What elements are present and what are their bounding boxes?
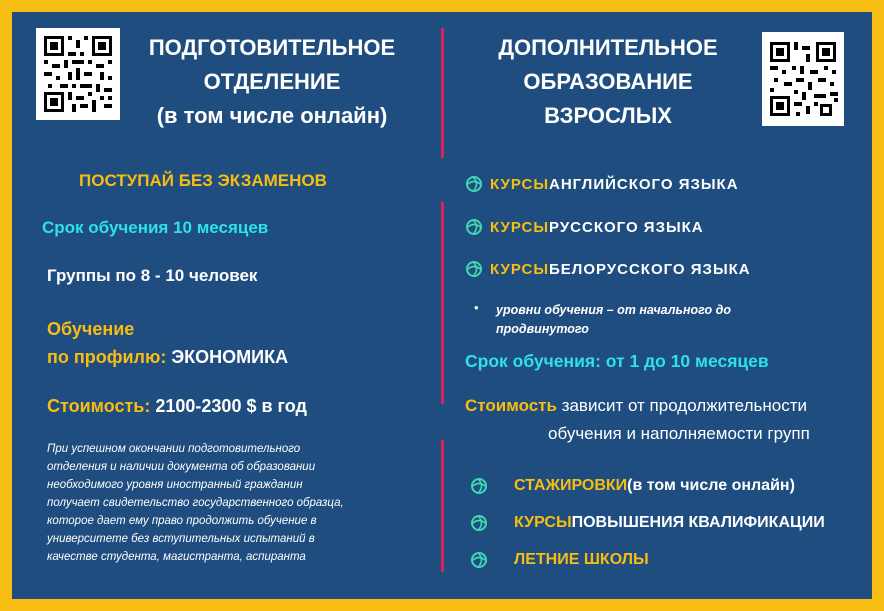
course-item-russian[interactable] [465,218,704,236]
right-duration: Срок обучения: от 1 до 10 месяцев [465,351,769,371]
profile-block [47,315,288,371]
swirl-icon [465,218,483,236]
extra-gold: КУРСЫ [514,514,572,531]
levels-text [496,301,731,339]
qr-code-icon[interactable] [36,28,120,120]
swirl-icon [465,260,483,278]
swirl-icon [470,477,488,495]
left-cost-label: Стоимость: [47,396,156,416]
divider-bottom [441,440,444,572]
left-title [122,31,422,133]
right-title-line3: ВЗРОСЛЫХ [544,103,672,128]
profile-value: ЭКОНОМИКА [171,347,289,367]
extra-item-qualification[interactable] [470,514,825,532]
swirl-icon [465,175,483,193]
left-title-line1: ПОДГОТОВИТЕЛЬНОЕ [148,35,396,60]
extra-gold: СТАЖИРОВКИ [514,477,628,494]
note-line: необходимого уровня иностранный гражданин [47,479,303,491]
course-name: БЕЛОРУССКОГО ЯЗЫКА [549,260,751,278]
right-cost [465,392,810,448]
course-name: АНГЛИЙСКОГО ЯЗЫКА [549,175,739,193]
note-line: получает свидетельство государственного образца, [47,497,344,509]
right-title [458,31,758,133]
right-cost-label: Стоимость [465,396,562,415]
levels-line2: продвинутого [496,322,589,336]
course-item-english[interactable] [465,175,739,193]
right-cost-line1: зависит от продолжительности [561,396,807,415]
course-name: РУССКОГО ЯЗЫКА [549,218,704,236]
groups-text: Группы по 8 - 10 человек [47,266,258,285]
right-title-line1: ДОПОЛНИТЕЛЬНОЕ [498,35,718,60]
divider-middle [441,202,444,404]
extra-white: (в том числе онлайн) [627,477,795,494]
left-note [47,440,407,566]
course-prefix: КУРСЫ [490,175,550,193]
admission-text: ПОСТУПАЙ БЕЗ ЭКЗАМЕНОВ [79,171,327,190]
note-line: которое дает ему право продолжить обучение в [47,515,317,527]
course-prefix: КУРСЫ [490,260,550,278]
divider-top [441,28,444,158]
extra-item-internships[interactable] [470,477,795,495]
note-line: качестве студента, магистранта, аспиранта [47,551,306,563]
extra-white: ПОВЫШЕНИЯ КВАЛИФИКАЦИИ [571,514,825,531]
right-title-line2: ОБРАЗОВАНИЕ [523,69,693,94]
right-cost-line2: обучения и наполняемости групп [548,424,810,443]
note-line: отделения и наличии документа об образовании [47,461,316,473]
qr-code-icon[interactable] [762,32,844,126]
extra-gold: ЛЕТНИЕ ШКОЛЫ [514,551,649,568]
levels-line1: уровни обучения – от начального до [496,303,731,317]
bullet-icon: • [474,300,479,315]
left-cost-value: 2100-2300 $ в год [155,396,307,416]
profile-label: по профилю: [47,347,172,367]
swirl-icon [470,514,488,532]
left-title-line3: (в том числе онлайн) [156,103,388,128]
left-cost [47,396,307,417]
extra-item-summer-schools[interactable] [470,551,649,569]
left-duration: Срок обучения 10 месяцев [42,218,269,237]
left-title-line2: ОТДЕЛЕНИЕ [203,69,341,94]
profile-line1: Обучение [47,319,135,339]
note-line: При успешном окончании подготовительного [47,443,301,455]
swirl-icon [470,551,488,569]
note-line: университете без вступительных испытаний в [47,533,315,545]
course-prefix: КУРСЫ [490,218,550,236]
course-item-belarusian[interactable] [465,260,751,278]
